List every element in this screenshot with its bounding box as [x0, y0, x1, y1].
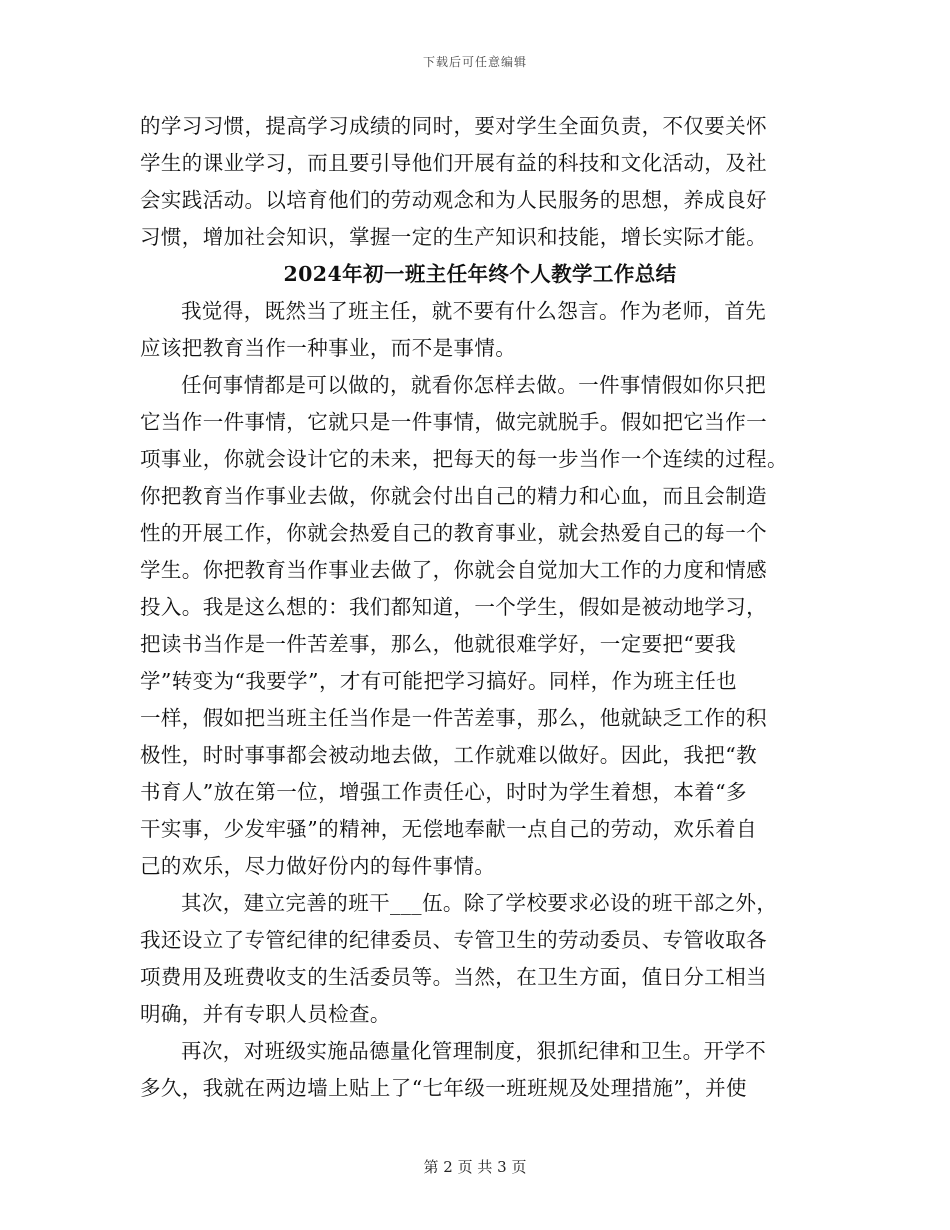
- lead-paragraph: 的学习习惯，提高学习成绩的同时，要对学生全面负责，不仅要关怀 学生的课业学习，而且要引导他们开展有益的科技和文化活动，及社 会实践活动。以培育他们的劳动观念和为人民服务的思想，养成良好 习惯，增加社会知识，掌握一定的生产知识和技能，增长实际才能。: [140, 114, 767, 249]
- paragraph-3: 其次，建立完善的班干___伍。除了学校要求必设的班干部之外， 我还设立了专管纪律的纪律委员、专管卫生的劳动委员、专管收取各 项费用及班费收支的生活委员等。当然，在卫生方面，值日分工相当 明确，并有专职人员检查。: [140, 891, 778, 1026]
- paragraph-4: 再次，对班级实施品德量化管理制度，狠抓纪律和卫生。开学不 多久，我就在两边墙上贴上了“七年级一班班规及处理措施”，并使: [140, 1039, 767, 1100]
- page-footer: 第 2 页 共 3 页: [423, 1158, 527, 1176]
- page-header: 下载后可任意编辑: [422, 55, 527, 69]
- document-title: 2024年初一班主任年终个人教学工作总结: [283, 262, 677, 286]
- paragraph-1: 我觉得，既然当了班主任，就不要有什么怨言。作为老师，首先 应该把教育当作一种事业，而不是事情。: [140, 299, 767, 360]
- paragraph-2: 任何事情都是可以做的，就看你怎样去做。一件事情假如你只把 它当作一件事情，它就只是一件事情，做完就脱手。假如把它当作一 项事业，你就会设计它的未来，把每天的每一步当作一个连续的过程。 你把教育当作事业去做，你就会付出自己的精力和心血，而且会制造 性的开展工作，你就会热爱自己的教育事业，就会热爱自己的每一个 学生。你把教育当作事业去做了，你就会自觉加大工作的力度和情感 投入。我是这么想的：我们都知道，一个学生，假如是被动地学习， 把读书当作是一件苦差事，那么，他就很难学好，一定要把“要我 学”转变为“我要学”，才有可能把学习搞好。同样，作为班主任也 一样，假如把当班主任当作是一件苦差事，那么，他就缺乏工作的积 极性，时时事事都会被动地去做，工作就难以做好。因此，我把“教 书育人”放在第一位，增强工作责任心，时时为学生着想，本着“多 干实事，少发牢骚”的精神，无偿地奉献一点自己的劳动，欢乐着自 己的欢乐，尽力做好份内的每件事情。: [140, 373, 788, 878]
- document-body: [140, 108, 820, 1107]
